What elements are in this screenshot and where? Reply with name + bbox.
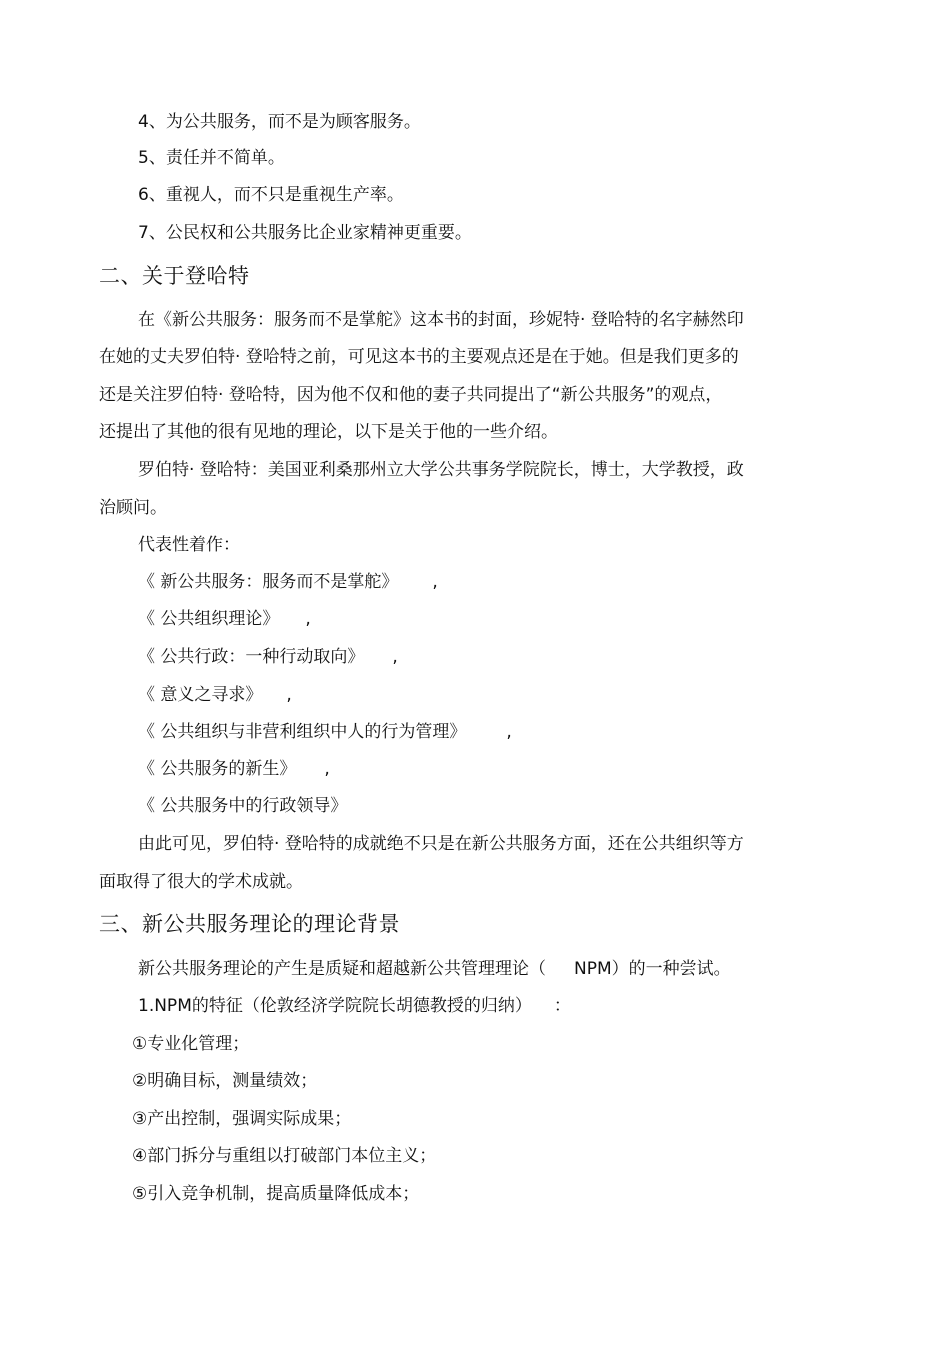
- feature-item-5: ⑤引入竞争机制，提高质量降低成本；: [132, 1184, 420, 1204]
- book-separator: ,: [286, 685, 292, 705]
- feature-item-3: ③产出控制，强调实际成果；: [132, 1109, 352, 1129]
- list-item-5: 5、责任并不简单。: [138, 148, 285, 168]
- paragraph-line: 还提出了其他的很有见地的理论，以下是关于他的一些介绍。: [99, 422, 558, 442]
- book-item: [138, 757, 838, 781]
- intro-text-a: 新公共服务理论的产生是质疑和超越新公共管理理论（: [138, 959, 546, 979]
- paragraph-line: 由此可见，罗伯特· 登哈特的成就绝不只是在新公共服务方面，还在公共组织等方: [138, 834, 744, 854]
- feature-item-2: ②明确目标，测量绩效；: [132, 1071, 318, 1091]
- list-item-7: 7、公民权和公共服务比企业家精神更重要。: [138, 223, 472, 243]
- section-heading-denhardt: 二、关于登哈特: [99, 264, 250, 288]
- book-title: 《 新公共服务：服务而不是掌舵》: [138, 572, 399, 592]
- book-item: [138, 720, 838, 744]
- book-separator: ,: [324, 759, 330, 779]
- book-separator: ,: [506, 722, 512, 742]
- book-title: 《 意义之寻求》: [138, 685, 263, 705]
- paragraph-line: 罗伯特· 登哈特：美国亚利桑那州立大学公共事务学院院长，博士，大学教授，政: [138, 460, 744, 480]
- book-item: [138, 570, 838, 594]
- book-title: 《 公共行政：一种行动取向》: [138, 647, 365, 667]
- book-title: 《 公共组织与非营利组织中人的行为管理》: [138, 722, 467, 742]
- feature-item-1: ①专业化管理；: [132, 1034, 250, 1054]
- book-title: 《 公共服务的新生》: [138, 759, 297, 779]
- intro-text-b: NPM）的一种尝试。: [574, 959, 731, 979]
- npm-heading-b: ：: [553, 996, 571, 1016]
- book-item: [138, 607, 838, 631]
- paragraph-line: 在她的丈夫罗伯特· 登哈特之前，可见这本书的主要观点还是在于她。但是我们更多的: [99, 347, 739, 367]
- feature-item-4: ④部门拆分与重组以打破部门本位主义；: [132, 1146, 437, 1166]
- paragraph-line: 治顾问。: [99, 498, 167, 518]
- book-item: [138, 683, 838, 707]
- list-item-6: 6、重视人，而不只是重视生产率。: [138, 185, 404, 205]
- paragraph-line: 面取得了很大的学术成就。: [99, 872, 303, 892]
- paragraph-line: 还是关注罗伯特· 登哈特，因为他不仅和他的妻子共同提出了“新公共服务”的观点，: [99, 385, 723, 405]
- list-item-4: 4、为公共服务，而不是为顾客服务。: [138, 112, 421, 132]
- book-title: 《 公共组织理论》: [138, 609, 280, 629]
- book-item: [138, 794, 838, 818]
- book-separator: ,: [432, 572, 438, 592]
- book-item: [138, 645, 838, 669]
- book-separator: ,: [305, 609, 311, 629]
- section-heading-background: 三、新公共服务理论的理论背景: [99, 912, 400, 936]
- book-title: 《 公共服务中的行政领导》: [138, 796, 348, 816]
- works-label: 代表性着作：: [138, 535, 240, 555]
- paragraph-line: 在《新公共服务：服务而不是掌舵》这本书的封面，珍妮特· 登哈特的名字赫然印: [138, 310, 744, 330]
- book-separator: ,: [392, 647, 398, 667]
- npm-heading-a: 1.NPM的特征（伦敦经济学院院长胡德教授的归纳）: [138, 996, 532, 1016]
- paragraph-line: [138, 994, 838, 1018]
- paragraph-line: [138, 957, 838, 981]
